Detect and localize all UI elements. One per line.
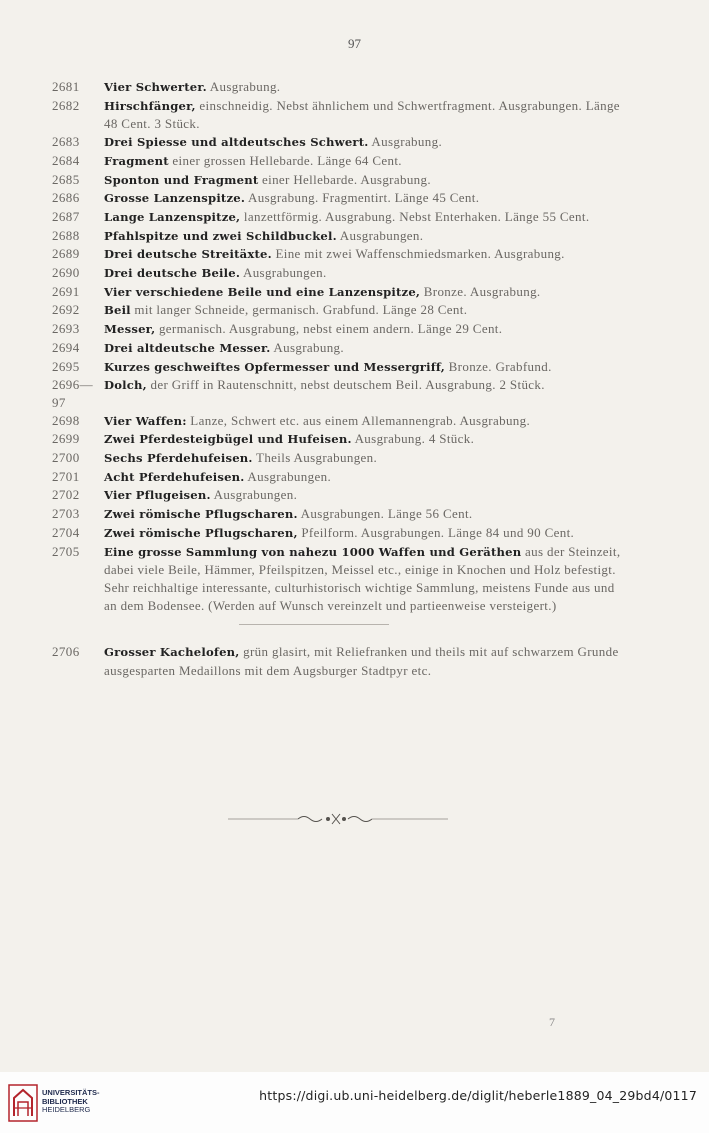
catalog-entry <box>52 208 627 227</box>
entry-text <box>104 264 627 283</box>
entry-text <box>104 543 627 615</box>
entry-title: Eine grosse Sammlung von nahezu 1000 Waffen und Geräthen <box>104 544 522 559</box>
entry-number: 2689 <box>52 246 80 262</box>
entry-text <box>104 376 627 411</box>
entry-number: 2700 <box>52 450 80 466</box>
entry-description: einschneidig. Nebst ähnlichem und Schwertfragment. Ausgrabungen. Länge 48 Cent. 3 Stück. <box>104 97 620 132</box>
entry-description: Ausgrabungen. <box>336 227 424 243</box>
entry-title: Fragment <box>104 153 169 168</box>
entry-title: Vier Waffen: <box>104 413 187 428</box>
entry-description: der Griff in Rautenschnitt, nebst deutschem Beil. Ausgrabung. 2 Stück. <box>146 377 545 393</box>
entry-number: 2701 <box>52 468 80 484</box>
entry-description: Ausgrabungen. <box>240 265 327 281</box>
footer-bar <box>0 1072 709 1133</box>
entry-number: 2688 <box>52 227 80 243</box>
entry-title: Sechs Pferdehufeisen. <box>104 451 253 466</box>
entry-number: 2698 <box>52 412 80 428</box>
catalog-entry <box>52 486 627 505</box>
entry-title: Dolch, <box>104 378 147 393</box>
entry-title: Vier Schwerter. <box>104 80 207 94</box>
signature-mark: 7 <box>549 1015 555 1029</box>
entry-description: Bronze. Grabfund. <box>445 358 552 374</box>
catalog-entry <box>52 283 627 302</box>
entry-title: Zwei Pferdesteigbügel und Hufeisen. <box>104 432 352 447</box>
section-divider <box>239 624 389 625</box>
entry-description: grün glasirt, mit Reliefranken und theils mit auf schwarzem Grunde ausgesparten Medaillons mit dem Augsburger Stadtpyr etc. <box>104 644 619 679</box>
entry-text <box>104 301 627 320</box>
entry-text <box>104 171 627 190</box>
catalog-entry <box>52 301 627 320</box>
entry-number: 2704 <box>52 524 80 540</box>
entry-title: Lange Lanzenspitze, <box>104 209 241 224</box>
entry-number: 2693 <box>52 321 80 337</box>
catalog-entry <box>52 376 627 411</box>
entry-title: Acht Pferdehufeisen. <box>104 469 245 484</box>
entry-number: 2682 <box>52 97 80 113</box>
entry-number: 2692 <box>52 302 80 318</box>
entry-text <box>104 449 627 468</box>
entry-text <box>104 78 627 97</box>
catalog-entry <box>52 97 627 133</box>
entry-text <box>104 339 627 358</box>
entry-text <box>104 468 627 487</box>
entry-text <box>104 97 627 133</box>
entry-text <box>104 486 627 505</box>
entry-text <box>104 358 627 377</box>
entry-description: mit langer Schneide, germanisch. Grabfund. Länge 28 Cent. <box>130 302 468 318</box>
entry-title: Beil <box>104 303 131 318</box>
entry-text <box>104 152 627 171</box>
catalog-entry <box>52 189 627 208</box>
catalog-entry <box>52 643 627 679</box>
catalog-entry <box>52 171 627 190</box>
entry-title: Zwei römische Pflugscharen. <box>104 507 298 522</box>
catalog-entry <box>52 227 627 246</box>
entry-number: 2702 <box>52 487 80 503</box>
entry-text <box>104 320 627 339</box>
catalog-entry <box>52 412 627 431</box>
entry-description: Ausgrabung. Fragmentirt. Länge 45 Cent. <box>245 190 480 206</box>
entry-description: Ausgrabungen. <box>210 487 298 503</box>
catalog-entry <box>52 133 627 152</box>
catalog-entry <box>52 505 627 524</box>
catalog-entry <box>52 543 627 615</box>
entry-text <box>104 227 627 246</box>
entry-number: 2694 <box>52 339 80 355</box>
entry-text <box>104 245 627 264</box>
entry-description: Lanze, Schwert etc. aus einem Allemannengrab. Ausgrabung. <box>186 412 531 428</box>
entry-number: 2696—97 <box>52 377 93 410</box>
entry-description: Ausgrabungen. <box>244 468 332 484</box>
entry-number: 2703 <box>52 506 80 522</box>
entry-title: Drei deutsche Beile. <box>104 266 241 281</box>
entry-title: Zwei römische Pflugscharen, <box>104 525 298 540</box>
entry-title: Pfahlspitze und zwei Schildbuckel. <box>104 228 337 243</box>
entry-number: 2705 <box>52 543 80 559</box>
entry-title: Drei deutsche Streitäxte. <box>104 247 272 262</box>
entry-title: Vier Pflugeisen. <box>104 488 211 503</box>
entry-number: 2686 <box>52 190 80 206</box>
entry-text <box>104 412 627 431</box>
library-line-1: UNIVERSITÄTS- <box>42 1088 100 1097</box>
catalog-entry <box>52 449 627 468</box>
entry-title: Hirschfänger, <box>104 98 196 113</box>
entry-description: Ausgrabungen. Länge 56 Cent. <box>297 506 473 522</box>
heidelberg-library-logo <box>8 1084 38 1122</box>
entry-description: Theils Ausgrabungen. <box>252 450 378 466</box>
entry-number: 2706 <box>52 644 80 660</box>
source-url[interactable]: https://digi.ub.uni-heidelberg.de/diglit/heberle1889_04_29bd4/0117 <box>259 1088 697 1103</box>
entry-title: Drei altdeutsche Messer. <box>104 340 271 355</box>
entry-title: Grosser Kachelofen, <box>104 645 240 660</box>
entry-description: Ausgrabung. <box>206 79 281 94</box>
entry-description: Ausgrabung. <box>270 339 344 355</box>
entry-number: 2695 <box>52 358 80 374</box>
entry-number: 2699 <box>52 431 80 447</box>
entry-number: 2685 <box>52 171 80 187</box>
page-number: 97 <box>348 36 361 51</box>
entry-description: einer grossen Hellebarde. Länge 64 Cent. <box>168 152 402 168</box>
entry-text <box>104 643 627 679</box>
entry-description: germanisch. Ausgrabung, nebst einem andern. Länge 29 Cent. <box>155 321 503 337</box>
decorative-ornament <box>228 808 448 830</box>
entry-number: 2684 <box>52 152 80 168</box>
catalog-entry <box>52 78 627 97</box>
catalog-entry <box>52 468 627 487</box>
catalog-entry <box>52 430 627 449</box>
entry-title: Sponton und Fragment <box>104 172 259 187</box>
entry-description: Ausgrabung. <box>368 134 443 150</box>
entry-title: Drei Spiesse und altdeutsches Schwert. <box>104 135 369 150</box>
entry-number: 2691 <box>52 283 80 299</box>
entry-description: Ausgrabung. 4 Stück. <box>351 431 475 447</box>
entry-text <box>104 133 627 152</box>
entry-number: 2683 <box>52 134 80 150</box>
entry-text <box>104 505 627 524</box>
entry-number: 2681 <box>52 79 80 94</box>
catalog-entry <box>52 245 627 264</box>
library-name <box>42 1089 100 1115</box>
entry-description: Pfeilform. Ausgrabungen. Länge 84 und 90 Cent. <box>297 524 575 540</box>
catalog-list <box>52 78 627 680</box>
catalog-entry <box>52 152 627 171</box>
catalog-entry <box>52 339 627 358</box>
entry-title: Kurzes geschweiftes Opfermesser und Messergriff, <box>104 359 446 374</box>
entry-description: Bronze. Ausgrabung. <box>420 283 541 299</box>
entry-text <box>104 524 627 543</box>
entry-text <box>104 430 627 449</box>
catalog-entry <box>52 358 627 377</box>
library-line-3: HEIDELBERG <box>42 1105 91 1114</box>
entry-title: Messer, <box>104 322 156 337</box>
catalog-entry <box>52 264 627 283</box>
entry-description: aus der Steinzeit, dabei viele Beile, Hämmer, Pfeilspitzen, Meissel etc., einige in Knochen und Holz befestigt. Sehr reichhaltige interessante, culturhistorisch wichtige Sammlung, meistens Funde aus und an dem Bodensee. (Werden auf Wunsch vereinzelt und partieenweise versteigert.) <box>104 543 621 613</box>
entry-title: Vier verschiedene Beile und eine Lanzenspitze, <box>104 284 421 299</box>
entry-title: Grosse Lanzenspitze. <box>104 191 246 206</box>
entry-description: lanzettförmig. Ausgrabung. Nebst Enterhaken. Länge 55 Cent. <box>240 208 590 224</box>
entry-description: Eine mit zwei Waffenschmiedsmarken. Ausgrabung. <box>271 246 565 262</box>
entry-number: 2690 <box>52 265 80 281</box>
entry-text <box>104 283 627 302</box>
entry-description: einer Hellebarde. Ausgrabung. <box>258 171 431 187</box>
catalog-entry <box>52 524 627 543</box>
entry-text <box>104 189 627 208</box>
catalog-entry <box>52 320 627 339</box>
library-line-2: BIBLIOTHEK <box>42 1096 88 1106</box>
entry-text <box>104 208 627 227</box>
entry-number: 2687 <box>52 208 80 224</box>
